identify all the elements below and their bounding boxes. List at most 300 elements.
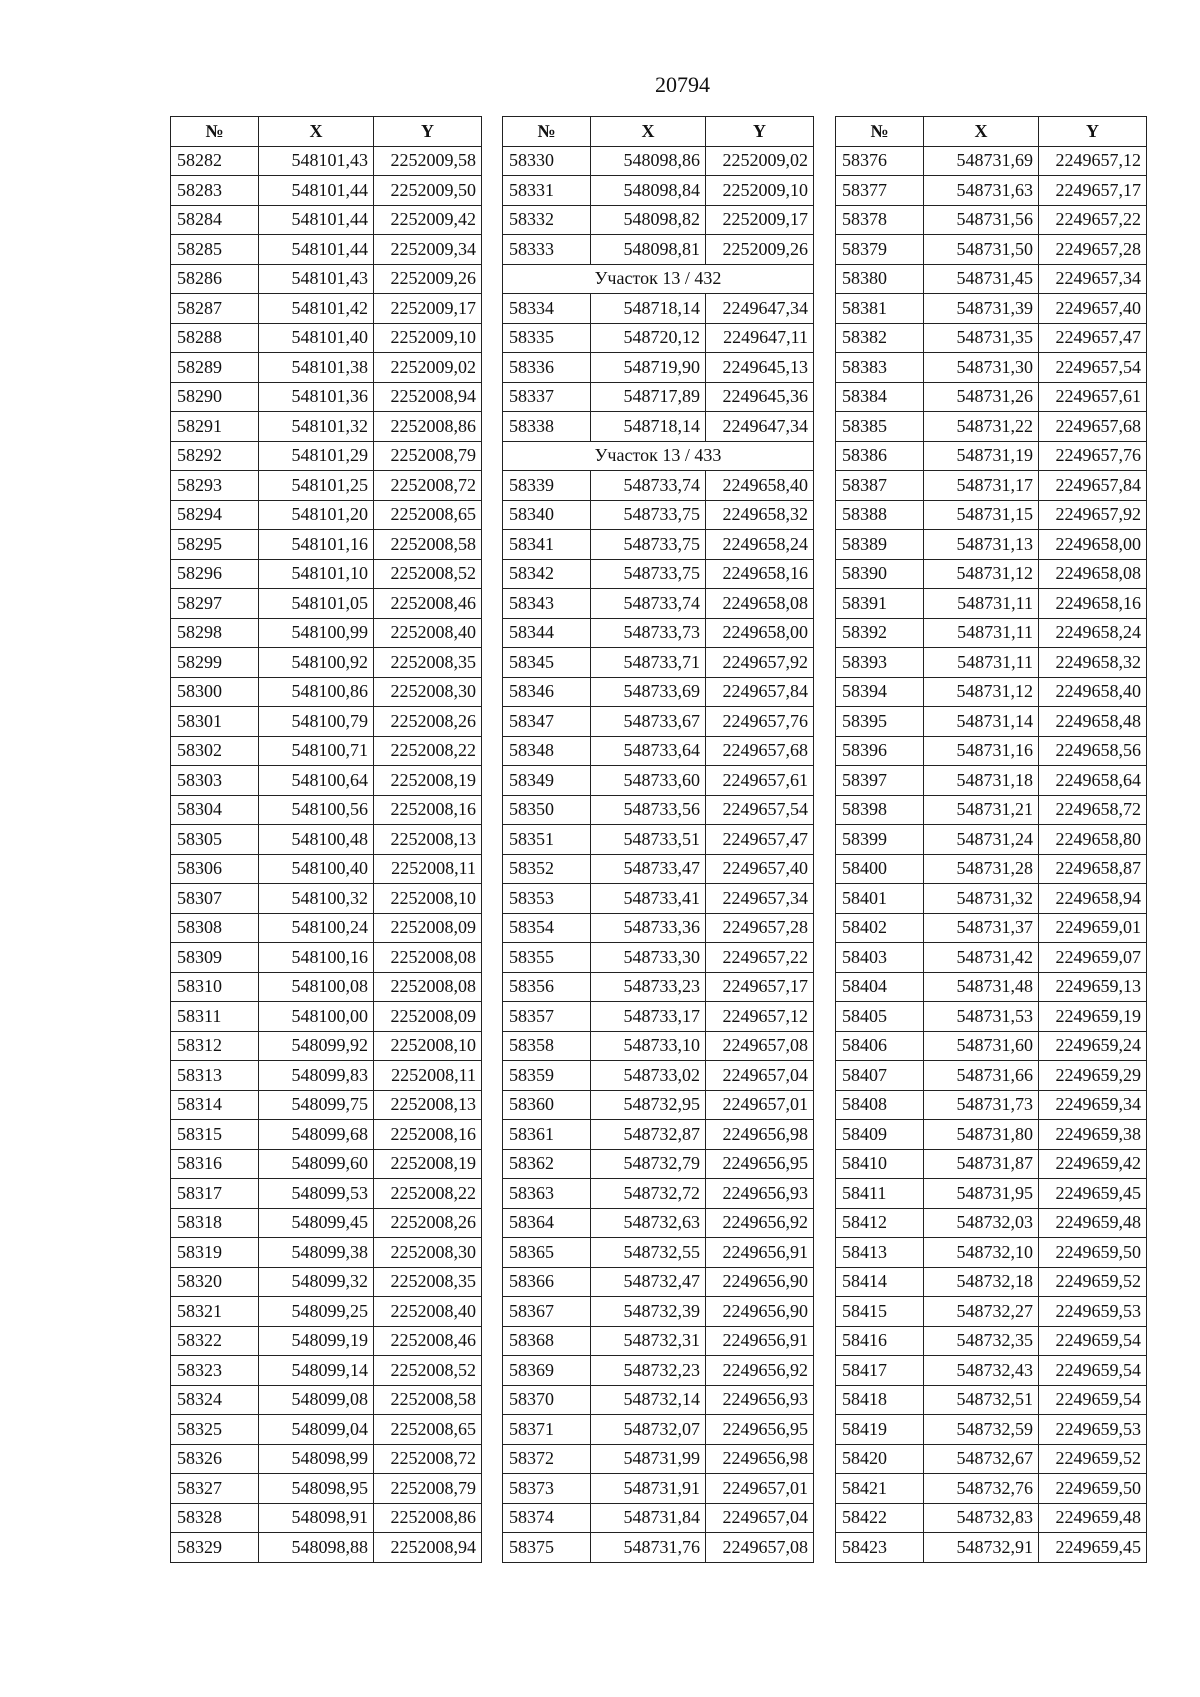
x-coordinate-cell: 548100,48 <box>259 825 374 855</box>
x-coordinate-cell: 548100,24 <box>259 913 374 943</box>
y-coordinate-cell: 2249659,19 <box>1039 1002 1147 1032</box>
x-coordinate-cell: 548098,82 <box>591 205 706 235</box>
table-row <box>171 500 482 530</box>
table-row <box>503 1267 814 1297</box>
x-coordinate-cell: 548101,25 <box>259 471 374 501</box>
x-coordinate-cell: 548098,88 <box>259 1533 374 1563</box>
table-row <box>503 707 814 737</box>
table-row <box>171 1356 482 1386</box>
page-number: 20794 <box>655 72 710 97</box>
coordinates-table-2 <box>502 116 814 1563</box>
x-coordinate-cell: 548718,14 <box>591 412 706 442</box>
table-row <box>836 589 1147 619</box>
y-coordinate-cell: 2249657,12 <box>706 1002 814 1032</box>
point-number-cell: 58394 <box>836 677 924 707</box>
y-coordinate-cell: 2249659,38 <box>1039 1120 1147 1150</box>
table-row <box>503 1474 814 1504</box>
table-row <box>503 884 814 914</box>
table-row <box>836 736 1147 766</box>
table-row <box>836 176 1147 206</box>
y-coordinate-cell: 2252009,02 <box>374 353 482 383</box>
y-coordinate-cell: 2252009,02 <box>706 146 814 176</box>
point-number-cell: 58345 <box>503 648 591 678</box>
table-row <box>503 943 814 973</box>
point-number-cell: 58412 <box>836 1208 924 1238</box>
y-coordinate-cell: 2252008,16 <box>374 1120 482 1150</box>
y-coordinate-cell: 2249659,48 <box>1039 1503 1147 1533</box>
y-coordinate-cell: 2249659,53 <box>1039 1415 1147 1445</box>
y-coordinate-cell: 2249658,72 <box>1039 795 1147 825</box>
y-coordinate-cell: 2249657,28 <box>1039 235 1147 265</box>
table-row <box>503 1356 814 1386</box>
x-coordinate-cell: 548732,51 <box>924 1385 1039 1415</box>
point-number-cell: 58384 <box>836 382 924 412</box>
y-coordinate-cell: 2249659,54 <box>1039 1326 1147 1356</box>
x-coordinate-cell: 548731,11 <box>924 648 1039 678</box>
table-row <box>836 146 1147 176</box>
table-row <box>503 382 814 412</box>
x-coordinate-cell: 548099,53 <box>259 1179 374 1209</box>
point-number-cell: 58316 <box>171 1149 259 1179</box>
point-number-cell: 58397 <box>836 766 924 796</box>
x-coordinate-cell: 548100,99 <box>259 618 374 648</box>
column-header-y: Y <box>706 117 814 147</box>
section-row <box>503 441 814 471</box>
y-coordinate-cell: 2249658,24 <box>706 530 814 560</box>
point-number-cell: 58349 <box>503 766 591 796</box>
x-coordinate-cell: 548731,12 <box>924 677 1039 707</box>
point-number-cell: 58389 <box>836 530 924 560</box>
x-coordinate-cell: 548732,47 <box>591 1267 706 1297</box>
point-number-cell: 58415 <box>836 1297 924 1327</box>
point-number-cell: 58352 <box>503 854 591 884</box>
y-coordinate-cell: 2249656,93 <box>706 1385 814 1415</box>
y-coordinate-cell: 2249659,01 <box>1039 913 1147 943</box>
x-coordinate-cell: 548101,44 <box>259 235 374 265</box>
point-number-cell: 58317 <box>171 1179 259 1209</box>
y-coordinate-cell: 2249657,34 <box>706 884 814 914</box>
column-header-y: Y <box>1039 117 1147 147</box>
point-number-cell: 58356 <box>503 972 591 1002</box>
x-coordinate-cell: 548731,26 <box>924 382 1039 412</box>
x-coordinate-cell: 548101,10 <box>259 559 374 589</box>
point-number-cell: 58383 <box>836 353 924 383</box>
table-row <box>836 1031 1147 1061</box>
x-coordinate-cell: 548732,79 <box>591 1149 706 1179</box>
y-coordinate-cell: 2252008,72 <box>374 471 482 501</box>
x-coordinate-cell: 548099,60 <box>259 1149 374 1179</box>
y-coordinate-cell: 2249657,04 <box>706 1503 814 1533</box>
point-number-cell: 58366 <box>503 1267 591 1297</box>
y-coordinate-cell: 2249656,91 <box>706 1326 814 1356</box>
point-number-cell: 58346 <box>503 677 591 707</box>
y-coordinate-cell: 2249657,68 <box>1039 412 1147 442</box>
table-row <box>171 1297 482 1327</box>
table-row <box>836 1179 1147 1209</box>
x-coordinate-cell: 548732,67 <box>924 1444 1039 1474</box>
table-row <box>171 1208 482 1238</box>
y-coordinate-cell: 2252008,58 <box>374 1385 482 1415</box>
point-number-cell: 58390 <box>836 559 924 589</box>
table-row <box>836 1090 1147 1120</box>
point-number-cell: 58361 <box>503 1120 591 1150</box>
table-row <box>836 1503 1147 1533</box>
table-row <box>836 884 1147 914</box>
y-coordinate-cell: 2252009,10 <box>706 176 814 206</box>
point-number-cell: 58409 <box>836 1120 924 1150</box>
table-row <box>171 441 482 471</box>
table-row <box>171 530 482 560</box>
y-coordinate-cell: 2249657,68 <box>706 736 814 766</box>
table-row <box>503 205 814 235</box>
table-row <box>503 766 814 796</box>
y-coordinate-cell: 2249657,47 <box>1039 323 1147 353</box>
point-number-cell: 58296 <box>171 559 259 589</box>
x-coordinate-cell: 548733,60 <box>591 766 706 796</box>
point-number-cell: 58376 <box>836 146 924 176</box>
table-row <box>836 382 1147 412</box>
x-coordinate-cell: 548717,89 <box>591 382 706 412</box>
section-title: Участок 13 / 432 <box>503 264 814 294</box>
x-coordinate-cell: 548099,38 <box>259 1238 374 1268</box>
section-row <box>503 264 814 294</box>
x-coordinate-cell: 548732,43 <box>924 1356 1039 1386</box>
y-coordinate-cell: 2249656,93 <box>706 1179 814 1209</box>
point-number-cell: 58420 <box>836 1444 924 1474</box>
x-coordinate-cell: 548101,43 <box>259 264 374 294</box>
table-row <box>503 1120 814 1150</box>
table-row <box>171 1503 482 1533</box>
y-coordinate-cell: 2252008,35 <box>374 648 482 678</box>
y-coordinate-cell: 2252008,08 <box>374 972 482 1002</box>
y-coordinate-cell: 2249656,98 <box>706 1120 814 1150</box>
point-number-cell: 58323 <box>171 1356 259 1386</box>
y-coordinate-cell: 2249645,13 <box>706 353 814 383</box>
table-row <box>171 146 482 176</box>
y-coordinate-cell: 2249659,07 <box>1039 943 1147 973</box>
point-number-cell: 58344 <box>503 618 591 648</box>
point-number-cell: 58304 <box>171 795 259 825</box>
table-row <box>836 1385 1147 1415</box>
column-header-number: № <box>836 117 924 147</box>
x-coordinate-cell: 548720,12 <box>591 323 706 353</box>
x-coordinate-cell: 548731,73 <box>924 1090 1039 1120</box>
x-coordinate-cell: 548719,90 <box>591 353 706 383</box>
table-row <box>503 972 814 1002</box>
y-coordinate-cell: 2249657,04 <box>706 1061 814 1091</box>
x-coordinate-cell: 548731,53 <box>924 1002 1039 1032</box>
y-coordinate-cell: 2249656,95 <box>706 1415 814 1445</box>
table-row <box>503 412 814 442</box>
y-coordinate-cell: 2249657,47 <box>706 825 814 855</box>
table-row <box>836 1208 1147 1238</box>
table-row <box>171 1031 482 1061</box>
table-row <box>503 235 814 265</box>
x-coordinate-cell: 548099,19 <box>259 1326 374 1356</box>
point-number-cell: 58399 <box>836 825 924 855</box>
y-coordinate-cell: 2249656,91 <box>706 1238 814 1268</box>
point-number-cell: 58311 <box>171 1002 259 1032</box>
table-row <box>836 1326 1147 1356</box>
column-header-number: № <box>171 117 259 147</box>
x-coordinate-cell: 548098,84 <box>591 176 706 206</box>
table-row <box>503 854 814 884</box>
point-number-cell: 58306 <box>171 854 259 884</box>
point-number-cell: 58282 <box>171 146 259 176</box>
point-number-cell: 58297 <box>171 589 259 619</box>
point-number-cell: 58371 <box>503 1415 591 1445</box>
point-number-cell: 58286 <box>171 264 259 294</box>
y-coordinate-cell: 2249658,16 <box>706 559 814 589</box>
coordinates-table-1 <box>170 116 482 1563</box>
point-number-cell: 58301 <box>171 707 259 737</box>
x-coordinate-cell: 548731,17 <box>924 471 1039 501</box>
point-number-cell: 58285 <box>171 235 259 265</box>
table-row <box>171 766 482 796</box>
table-row <box>836 1267 1147 1297</box>
y-coordinate-cell: 2252008,19 <box>374 1149 482 1179</box>
point-number-cell: 58341 <box>503 530 591 560</box>
y-coordinate-cell: 2249657,17 <box>706 972 814 1002</box>
table-row <box>171 353 482 383</box>
table-row <box>171 913 482 943</box>
point-number-cell: 58312 <box>171 1031 259 1061</box>
y-coordinate-cell: 2252008,11 <box>374 854 482 884</box>
y-coordinate-cell: 2252009,17 <box>374 294 482 324</box>
table-row <box>836 943 1147 973</box>
x-coordinate-cell: 548732,83 <box>924 1503 1039 1533</box>
y-coordinate-cell: 2249657,40 <box>1039 294 1147 324</box>
point-number-cell: 58298 <box>171 618 259 648</box>
x-coordinate-cell: 548099,45 <box>259 1208 374 1238</box>
x-coordinate-cell: 548101,44 <box>259 176 374 206</box>
x-coordinate-cell: 548731,14 <box>924 707 1039 737</box>
x-coordinate-cell: 548732,95 <box>591 1090 706 1120</box>
y-coordinate-cell: 2249656,92 <box>706 1356 814 1386</box>
y-coordinate-cell: 2249658,00 <box>1039 530 1147 560</box>
y-coordinate-cell: 2249659,48 <box>1039 1208 1147 1238</box>
x-coordinate-cell: 548100,79 <box>259 707 374 737</box>
x-coordinate-cell: 548100,64 <box>259 766 374 796</box>
point-number-cell: 58332 <box>503 205 591 235</box>
point-number-cell: 58405 <box>836 1002 924 1032</box>
table-row <box>503 1061 814 1091</box>
table-row <box>171 1444 482 1474</box>
y-coordinate-cell: 2249658,40 <box>1039 677 1147 707</box>
table-row <box>503 618 814 648</box>
point-number-cell: 58324 <box>171 1385 259 1415</box>
y-coordinate-cell: 2249659,53 <box>1039 1297 1147 1327</box>
y-coordinate-cell: 2252008,30 <box>374 1238 482 1268</box>
y-coordinate-cell: 2252008,40 <box>374 1297 482 1327</box>
table-row <box>503 795 814 825</box>
y-coordinate-cell: 2252008,26 <box>374 707 482 737</box>
table-row <box>503 1415 814 1445</box>
x-coordinate-cell: 548731,13 <box>924 530 1039 560</box>
table-row <box>171 618 482 648</box>
x-coordinate-cell: 548100,00 <box>259 1002 374 1032</box>
y-coordinate-cell: 2249659,50 <box>1039 1474 1147 1504</box>
point-number-cell: 58337 <box>503 382 591 412</box>
x-coordinate-cell: 548098,95 <box>259 1474 374 1504</box>
table-row <box>171 559 482 589</box>
y-coordinate-cell: 2252009,58 <box>374 146 482 176</box>
table-row <box>171 825 482 855</box>
point-number-cell: 58330 <box>503 146 591 176</box>
point-number-cell: 58353 <box>503 884 591 914</box>
x-coordinate-cell: 548731,69 <box>924 146 1039 176</box>
y-coordinate-cell: 2249659,42 <box>1039 1149 1147 1179</box>
x-coordinate-cell: 548731,19 <box>924 441 1039 471</box>
point-number-cell: 58419 <box>836 1415 924 1445</box>
point-number-cell: 58307 <box>171 884 259 914</box>
x-coordinate-cell: 548099,08 <box>259 1385 374 1415</box>
point-number-cell: 58326 <box>171 1444 259 1474</box>
table-row <box>836 294 1147 324</box>
x-coordinate-cell: 548732,63 <box>591 1208 706 1238</box>
table-row <box>171 382 482 412</box>
y-coordinate-cell: 2249657,01 <box>706 1090 814 1120</box>
x-coordinate-cell: 548731,42 <box>924 943 1039 973</box>
x-coordinate-cell: 548732,14 <box>591 1385 706 1415</box>
point-number-cell: 58423 <box>836 1533 924 1563</box>
x-coordinate-cell: 548099,25 <box>259 1297 374 1327</box>
table-header-row <box>171 117 482 147</box>
table-row <box>171 972 482 1002</box>
y-coordinate-cell: 2252009,50 <box>374 176 482 206</box>
table-row <box>836 648 1147 678</box>
table-row <box>503 294 814 324</box>
point-number-cell: 58381 <box>836 294 924 324</box>
point-number-cell: 58284 <box>171 205 259 235</box>
x-coordinate-cell: 548732,07 <box>591 1415 706 1445</box>
table-row <box>171 1090 482 1120</box>
x-coordinate-cell: 548101,05 <box>259 589 374 619</box>
x-coordinate-cell: 548099,04 <box>259 1415 374 1445</box>
x-coordinate-cell: 548731,91 <box>591 1474 706 1504</box>
x-coordinate-cell: 548733,75 <box>591 500 706 530</box>
point-number-cell: 58295 <box>171 530 259 560</box>
table-row <box>171 1002 482 1032</box>
x-coordinate-cell: 548732,27 <box>924 1297 1039 1327</box>
point-number-cell: 58329 <box>171 1533 259 1563</box>
x-coordinate-cell: 548731,99 <box>591 1444 706 1474</box>
x-coordinate-cell: 548733,69 <box>591 677 706 707</box>
table-row <box>503 1297 814 1327</box>
point-number-cell: 58325 <box>171 1415 259 1445</box>
y-coordinate-cell: 2249647,11 <box>706 323 814 353</box>
y-coordinate-cell: 2249656,98 <box>706 1444 814 1474</box>
y-coordinate-cell: 2252008,22 <box>374 736 482 766</box>
y-coordinate-cell: 2252008,40 <box>374 618 482 648</box>
y-coordinate-cell: 2252008,52 <box>374 1356 482 1386</box>
y-coordinate-cell: 2249659,24 <box>1039 1031 1147 1061</box>
table-row <box>503 176 814 206</box>
x-coordinate-cell: 548733,75 <box>591 559 706 589</box>
point-number-cell: 58388 <box>836 500 924 530</box>
y-coordinate-cell: 2249658,08 <box>706 589 814 619</box>
x-coordinate-cell: 548731,84 <box>591 1503 706 1533</box>
y-coordinate-cell: 2249658,24 <box>1039 618 1147 648</box>
point-number-cell: 58377 <box>836 176 924 206</box>
table-row <box>171 943 482 973</box>
x-coordinate-cell: 548099,92 <box>259 1031 374 1061</box>
table-row <box>503 1031 814 1061</box>
y-coordinate-cell: 2249657,28 <box>706 913 814 943</box>
y-coordinate-cell: 2252009,17 <box>706 205 814 235</box>
point-number-cell: 58322 <box>171 1326 259 1356</box>
y-coordinate-cell: 2249658,48 <box>1039 707 1147 737</box>
x-coordinate-cell: 548100,08 <box>259 972 374 1002</box>
point-number-cell: 58395 <box>836 707 924 737</box>
table-row <box>171 884 482 914</box>
y-coordinate-cell: 2252008,79 <box>374 441 482 471</box>
x-coordinate-cell: 548732,10 <box>924 1238 1039 1268</box>
y-coordinate-cell: 2249657,12 <box>1039 146 1147 176</box>
y-coordinate-cell: 2249645,36 <box>706 382 814 412</box>
y-coordinate-cell: 2249658,32 <box>706 500 814 530</box>
x-coordinate-cell: 548731,63 <box>924 176 1039 206</box>
x-coordinate-cell: 548100,56 <box>259 795 374 825</box>
y-coordinate-cell: 2249657,01 <box>706 1474 814 1504</box>
x-coordinate-cell: 548731,21 <box>924 795 1039 825</box>
x-coordinate-cell: 548731,45 <box>924 264 1039 294</box>
x-coordinate-cell: 548101,40 <box>259 323 374 353</box>
point-number-cell: 58393 <box>836 648 924 678</box>
x-coordinate-cell: 548100,86 <box>259 677 374 707</box>
table-row <box>171 1179 482 1209</box>
point-number-cell: 58347 <box>503 707 591 737</box>
x-coordinate-cell: 548731,28 <box>924 854 1039 884</box>
point-number-cell: 58309 <box>171 943 259 973</box>
table-row <box>503 146 814 176</box>
point-number-cell: 58403 <box>836 943 924 973</box>
point-number-cell: 58318 <box>171 1208 259 1238</box>
y-coordinate-cell: 2249657,08 <box>706 1031 814 1061</box>
x-coordinate-cell: 548732,76 <box>924 1474 1039 1504</box>
point-number-cell: 58314 <box>171 1090 259 1120</box>
point-number-cell: 58358 <box>503 1031 591 1061</box>
table-row <box>171 854 482 884</box>
table-row <box>836 264 1147 294</box>
y-coordinate-cell: 2252008,16 <box>374 795 482 825</box>
table-row <box>171 1061 482 1091</box>
x-coordinate-cell: 548733,51 <box>591 825 706 855</box>
y-coordinate-cell: 2249658,16 <box>1039 589 1147 619</box>
table-row <box>171 176 482 206</box>
table-row <box>171 1267 482 1297</box>
table-row <box>503 559 814 589</box>
point-number-cell: 58414 <box>836 1267 924 1297</box>
column-header-number: № <box>503 117 591 147</box>
x-coordinate-cell: 548733,56 <box>591 795 706 825</box>
point-number-cell: 58355 <box>503 943 591 973</box>
point-number-cell: 58351 <box>503 825 591 855</box>
x-coordinate-cell: 548731,95 <box>924 1179 1039 1209</box>
table-row <box>171 323 482 353</box>
table-row <box>836 353 1147 383</box>
table-row <box>836 1120 1147 1150</box>
x-coordinate-cell: 548101,42 <box>259 294 374 324</box>
table-row <box>171 795 482 825</box>
table-row <box>836 1238 1147 1268</box>
x-coordinate-cell: 548101,32 <box>259 412 374 442</box>
y-coordinate-cell: 2249657,76 <box>706 707 814 737</box>
point-number-cell: 58333 <box>503 235 591 265</box>
x-coordinate-cell: 548732,59 <box>924 1415 1039 1445</box>
y-coordinate-cell: 2249657,22 <box>706 943 814 973</box>
table-row <box>836 471 1147 501</box>
